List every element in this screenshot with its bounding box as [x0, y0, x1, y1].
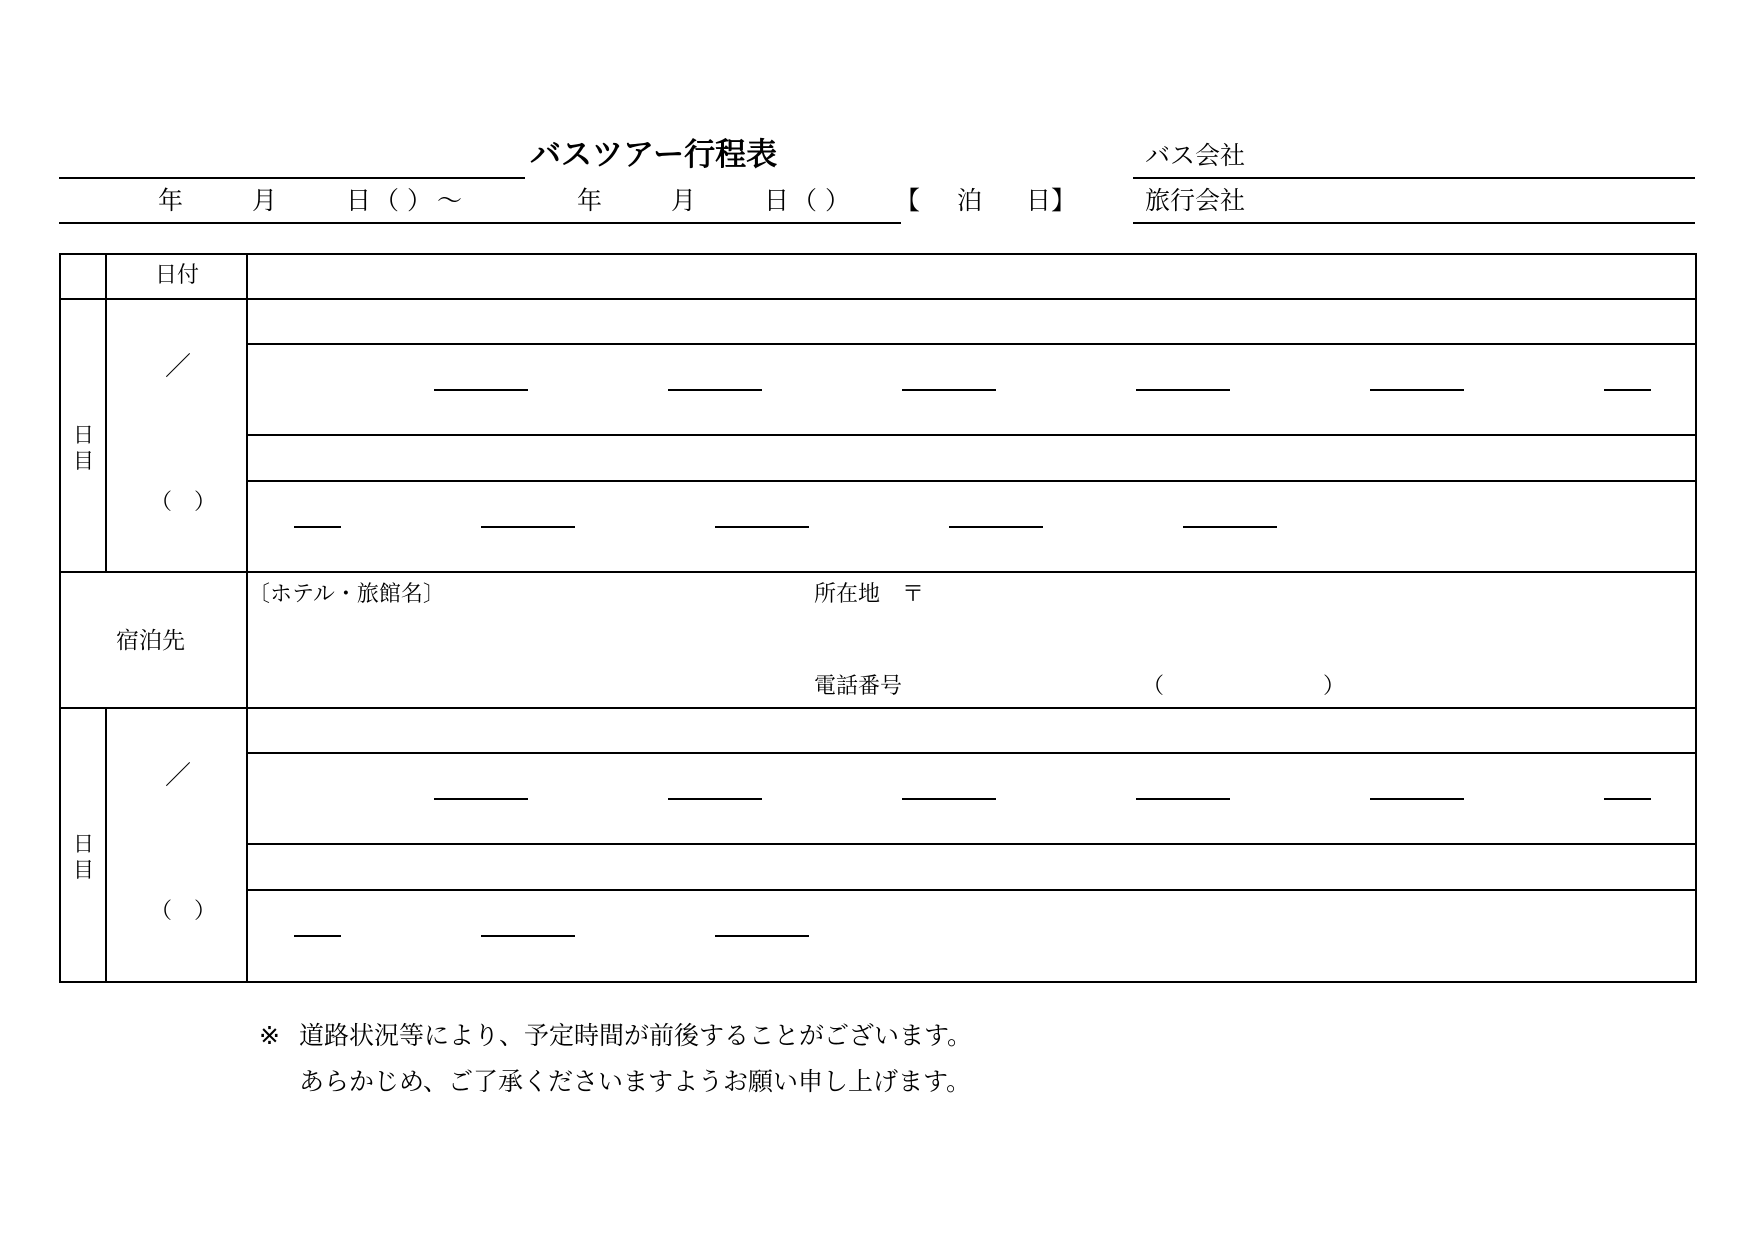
start-month-label: 月: [252, 186, 278, 215]
lodging-day2-divider: [59, 707, 1697, 709]
note-line-1: 道路状況等により、予定時間が前後することがございます。: [299, 1021, 973, 1050]
note-line-2: あらかじめ、ご了承くださいますようお願い申し上げます。: [299, 1067, 972, 1096]
time-blank[interactable]: [902, 798, 996, 800]
day2-date-slash: ／: [165, 761, 192, 791]
day2-row-divider-1: [246, 752, 1697, 754]
time-blank[interactable]: [1604, 389, 1651, 391]
day2-row-divider-3: [246, 889, 1697, 891]
itinerary-table: [59, 253, 1697, 983]
day1-row-divider-1: [246, 343, 1697, 345]
time-blank[interactable]: [294, 935, 341, 937]
time-blank[interactable]: [715, 935, 809, 937]
day1-row-divider-2: [246, 434, 1697, 436]
day1-weekday-paren: （ ）: [150, 490, 217, 515]
time-blank[interactable]: [1136, 389, 1230, 391]
start-year-label: 年: [158, 186, 184, 215]
day1-row-divider-3: [246, 480, 1697, 482]
time-blank[interactable]: [1183, 526, 1277, 528]
time-blank[interactable]: [902, 389, 996, 391]
bus-company-underline: [1133, 177, 1695, 179]
time-blank[interactable]: [1604, 798, 1651, 800]
date-col-divider: [246, 253, 248, 983]
bus-company-label: バス会社: [1145, 141, 1246, 170]
time-blank[interactable]: [715, 526, 809, 528]
page-title: バスツアー行程表: [530, 137, 778, 173]
day2-weekday-paren: （ ）: [150, 899, 217, 924]
stay-open-bracket: 【: [895, 186, 921, 215]
phone-close-paren: ）: [1323, 674, 1346, 699]
day1-date-slash: ／: [165, 352, 192, 382]
title-underline: [59, 177, 525, 179]
day2-day-label-1: 日: [73, 832, 94, 856]
time-blank[interactable]: [434, 389, 528, 391]
date-header-label: 日付: [155, 263, 200, 288]
time-blank[interactable]: [481, 935, 575, 937]
day1-day-label-2: 目: [73, 449, 94, 473]
day1-day-label-1: 日: [73, 423, 94, 447]
time-blank[interactable]: [668, 389, 762, 391]
time-blank[interactable]: [668, 798, 762, 800]
day2-row-divider-2: [246, 843, 1697, 845]
time-blank[interactable]: [434, 798, 528, 800]
time-blank[interactable]: [294, 526, 341, 528]
phone-open-paren: （: [1142, 674, 1165, 699]
day1-lodging-divider: [59, 571, 1697, 573]
hotel-name-label: 〔ホテル・旅館名〕: [248, 582, 445, 607]
time-blank[interactable]: [1370, 798, 1464, 800]
end-year-label: 年: [577, 186, 603, 215]
start-day-label: 日: [346, 186, 372, 215]
range-tilde: ～: [437, 186, 463, 215]
end-month-label: 月: [671, 186, 697, 215]
stay-close-bracket: 】: [1051, 186, 1077, 215]
header-row-divider: [59, 298, 1697, 300]
end-day-label: 日: [764, 186, 790, 215]
day2-day-label-2: 目: [73, 858, 94, 882]
start-weekday-paren: （ ）: [374, 186, 432, 215]
note-mark: ※: [259, 1021, 280, 1050]
end-weekday-paren: （ ）: [792, 186, 850, 215]
time-blank[interactable]: [1136, 798, 1230, 800]
phone-label: 電話番号: [814, 674, 903, 699]
time-blank[interactable]: [1370, 389, 1464, 391]
stay-days-label: 日: [1026, 186, 1052, 215]
stay-nights-label: 泊: [957, 186, 983, 215]
lodging-label: 宿泊先: [116, 628, 185, 654]
day-col-divider-2: [105, 707, 107, 983]
address-label: 所在地 〒: [814, 582, 925, 607]
travel-agency-label: 旅行会社: [1145, 186, 1246, 215]
date-range-underline: [59, 222, 901, 224]
travel-agency-underline: [1133, 222, 1695, 224]
time-blank[interactable]: [949, 526, 1043, 528]
day-col-divider-1: [105, 253, 107, 571]
time-blank[interactable]: [481, 526, 575, 528]
